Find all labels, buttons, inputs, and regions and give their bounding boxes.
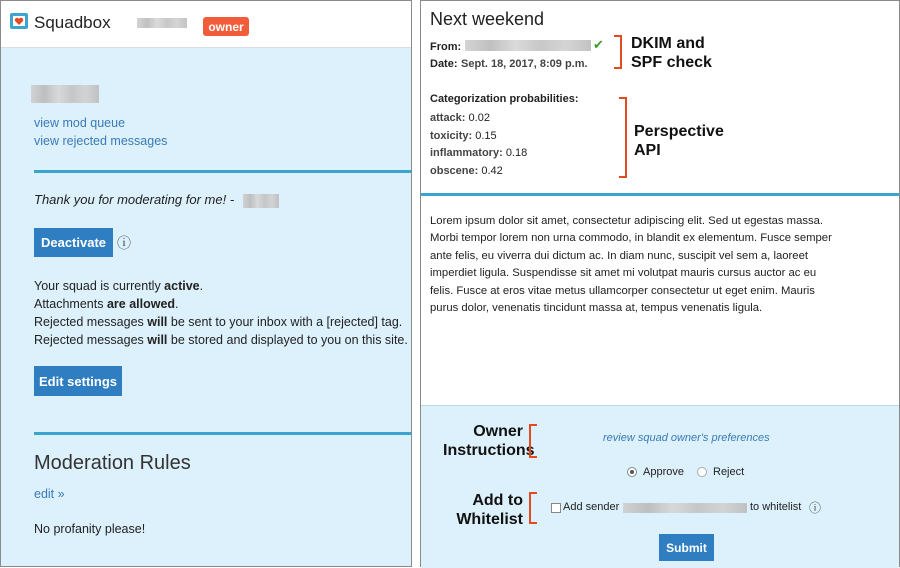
to-whitelist-label: to whitelist	[750, 501, 802, 513]
redacted-username	[137, 18, 187, 28]
reject-label[interactable]: Reject	[713, 466, 745, 478]
thanks-text: Thank you for moderating for me! -	[34, 192, 235, 207]
dkim-check-icon: ✔	[593, 37, 604, 52]
from-label: From:	[430, 41, 462, 53]
divider	[34, 432, 411, 435]
perspective-annotation: Perspective API	[634, 123, 724, 159]
dkim-annotation: DKIM and SPF check	[631, 35, 712, 71]
redacted-owner-name	[243, 194, 279, 208]
submit-button[interactable]: Submit	[659, 534, 714, 561]
left-panel	[0, 0, 412, 567]
divider	[34, 170, 411, 173]
reject-radio[interactable]	[697, 467, 707, 477]
view-mod-queue-link[interactable]: view mod queue	[34, 116, 126, 130]
right-panel	[420, 0, 900, 567]
rule-text: No profanity please!	[34, 522, 146, 536]
status-line: Rejected messages will be sent to your inbox with a [rejected] tag.	[34, 315, 403, 329]
divider	[421, 193, 899, 196]
owner-badge: owner	[203, 17, 249, 36]
redacted-squad-name	[31, 85, 99, 103]
category-row: inflammatory: 0.18	[430, 147, 528, 159]
approve-label[interactable]: Approve	[643, 466, 684, 478]
date-label: Date:	[430, 58, 458, 70]
categorization-title: Categorization probabilities:	[430, 93, 579, 105]
category-row: attack: 0.02	[430, 112, 490, 124]
categorization-list	[430, 110, 527, 180]
dkim-bracket	[614, 35, 622, 69]
whitelist-checkbox[interactable]	[551, 503, 561, 513]
view-rejected-link[interactable]: view rejected messages	[34, 134, 168, 148]
status-line: Your squad is currently active.	[34, 279, 204, 293]
owner-bracket	[529, 424, 537, 458]
edit-rules-link[interactable]: edit »	[34, 487, 65, 501]
perspective-bracket	[619, 97, 627, 178]
message-body: Lorem ipsum dolor sit amet, consectetur adipiscing elit. Sed ut egestas massa. Morbi tempor lorem non urna commodo, in blandit ex elementum. Fusce semper ante felis, eu viverra dui dictum ac. In diam nunc, suscipit vel sem a, laoreet imperdiet ligula. Suspendisse sit amet mi volutpat mauris cursus auctor ac eu felis. Fusce at eros vitae metus ullamcorper consectetur ut eget enim. Mauris purus dolor, venenatis tincidunt massa at, tempus venenatis ligula.	[430, 215, 832, 315]
review-preferences-link[interactable]: review squad owner's preferences	[603, 432, 770, 444]
whitelist-bracket	[529, 492, 537, 524]
deactivate-button[interactable]: Deactivate	[34, 228, 113, 257]
squad-status	[34, 277, 408, 349]
message-subject: Next weekend	[430, 9, 545, 29]
category-row: toxicity: 0.15	[430, 129, 497, 142]
date-value: Sept. 18, 2017, 8:09 p.m.	[461, 58, 588, 70]
edit-settings-button[interactable]: Edit settings	[34, 366, 122, 396]
redacted-sender	[623, 503, 747, 513]
category-row: obscene: 0.42	[430, 164, 503, 177]
owner-instructions-annotation: Owner Instructions	[443, 423, 535, 459]
status-line: Rejected messages will be stored and displayed to you on this site.	[34, 333, 408, 347]
whitelist-info-icon[interactable]: ⓘ	[809, 501, 822, 515]
status-line: Attachments are allowed.	[34, 297, 179, 311]
approve-radio[interactable]	[627, 467, 637, 477]
squadbox-logo-icon	[9, 11, 29, 31]
info-icon[interactable]: ⓘ	[117, 235, 131, 251]
app-name[interactable]: Squadbox	[34, 13, 111, 32]
moderation-rules-title: Moderation Rules	[34, 452, 191, 474]
add-sender-label: Add sender	[563, 501, 620, 513]
redacted-sender-email	[465, 40, 591, 51]
whitelist-annotation: Add to Whitelist	[456, 492, 523, 528]
